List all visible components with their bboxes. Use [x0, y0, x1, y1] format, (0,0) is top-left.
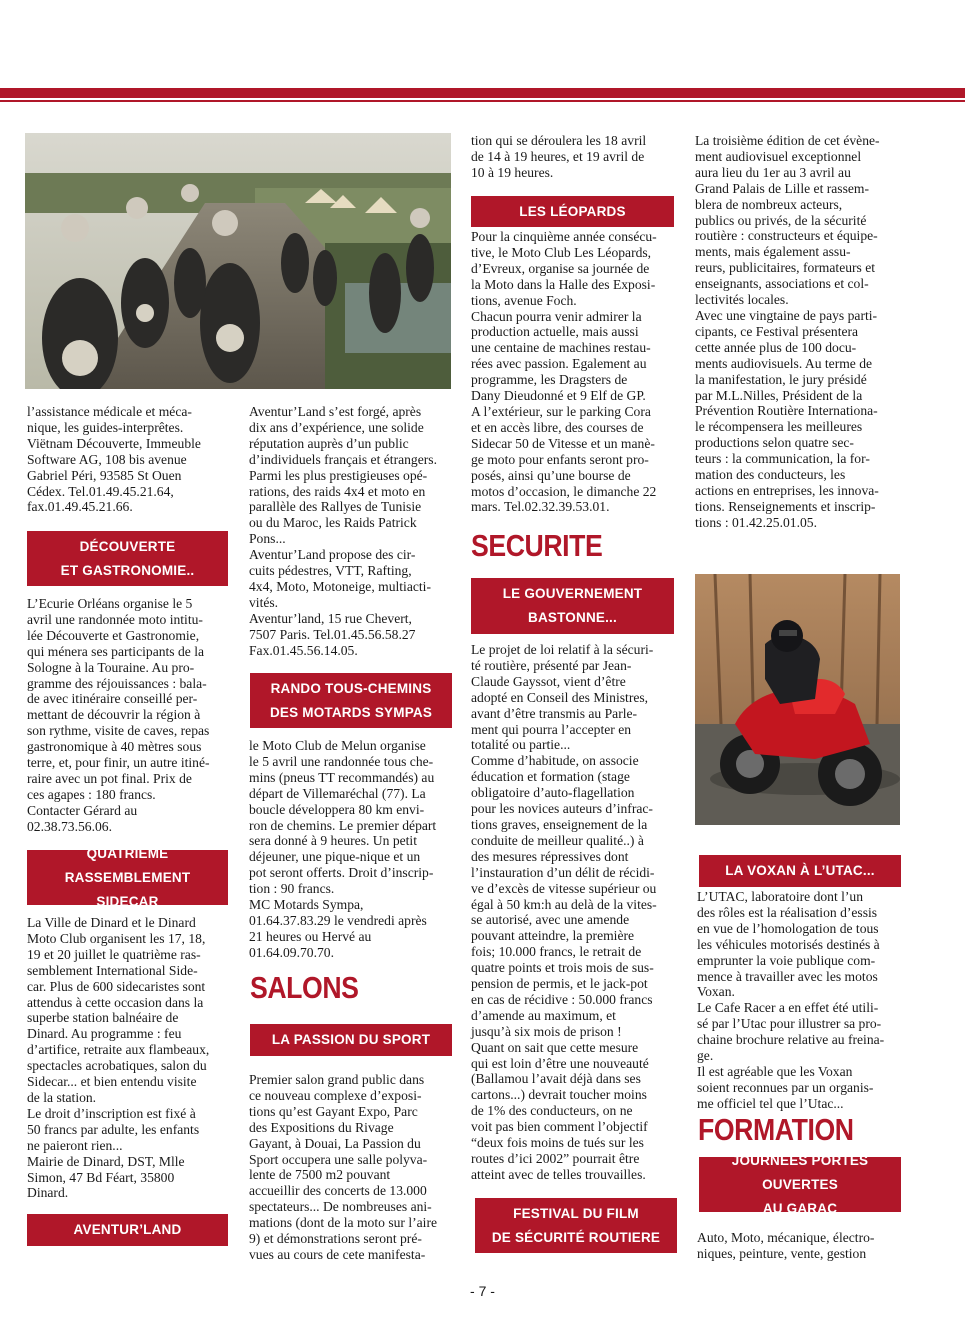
heading-rassemblement-sidecar: QUATRIEME RASSEMBLEMENT SIDECAR — [27, 850, 228, 905]
heading-aventurland: AVENTUR’LAND — [27, 1214, 228, 1246]
heading-gouvernement-bastonne: LE GOUVERNEMENT BASTONNE... — [471, 578, 674, 634]
text-aventurland: Aventur’Land s’est forgé, après dix ans d’expérience, une solide réputation auprès d’un public d’individuels français et étrangers. Parmi les plus prestigieuses opé- rations, des raids 4x4 et moto en parallèle des Rallyes de Tunisie ou du Maroc, les Raids Patrick Pons... Aventur’Land propose des cir- cuits pédestres, VTT, Rafting, 4x4, Moto, Motoneige, multiacti- vités. Aventur’land, 15 rue Chevert, 7507 Paris. Tel.01.45.56.58.27 Fax.01.45.56.14.05. — [249, 404, 437, 658]
heading-rando-tous-chemins: RANDO TOUS-CHEMINS DES MOTARDS SYMPAS — [250, 673, 452, 728]
heading-festival-du-film: FESTIVAL DU FILM DE SÉCURITÉ ROUTIERE — [475, 1198, 677, 1253]
heading-passion-du-sport: LA PASSION DU SPORT — [250, 1024, 452, 1056]
text-festival-du-film: La troisième édition de cet évène- ment audiovisuel exceptionnel aura lieu du 1er au 3 avril au Grand Palais de Lille et rassem- blera de nombreux acteurs, publics ou privés, de la sécurité routière : constructeurs et équipe- ments, mais également assu- reurs, publicitaires, formateurs et enseignants, associations et col- lectivités locales. Avec une vingtaine de pays parti- cipants, ce Festival présentera cette année plus de 100 docu- ments audiovisuels. Au terme de la manifestation, le jury présidé par M.L.Nilles, Président de la Prévention Routière Internationa- le récompensera les meilleures productions selon quatre sec- teurs : la communication, la for- mation des conducteurs, les actions en entreprises, les innova- tions. Renseignements et inscrip- tions : 01.42.25.01.05. — [695, 133, 880, 530]
text-decouverte-gastronomie: L’Ecurie Orléans organise le 5 avril une randonnée moto intitu- lée Découverte et Gastronomie, qui ménera ses participants de la Sologne à la Touraine. Au pro- gramme des réjouissances : bala- de avec itinéraire conseillé per- mettant de découvrir la région à son rythme, visite de caves, repas gastronomique à 40 mètres sous terre, et, pour finir, un autre itiné- raire avec un pot final. Prix de ces agapes : 180 francs. Contacter Gérard au 02.38.73.56.06. — [27, 596, 210, 834]
heading-journees-portes-ouvertes: JOURNÉES PORTES OUVERTES AU GARAC — [699, 1157, 901, 1212]
section-title-salons: SALONS — [250, 970, 359, 1005]
photo-voxan-motorcycle — [695, 574, 900, 825]
section-title-formation: FORMATION — [698, 1112, 854, 1147]
heading-voxan-utac: LA VOXAN À L’UTAC... — [699, 855, 901, 887]
text-rando-tous-chemins: le Moto Club de Melun organise le 5 avril une randonnée tous che- mins (pneus TT recommandés) au départ de Villemaréchal (77). La boucle développera 80 km envi- ron de chemins. Le premier départ sera donné à 9 heures. Un petit déjeuner, une pique-nique et un pot seront offerts. Droit d’inscrip- tion : 90 francs. MC Motards Sympa, 01.64.37.83.29 le vendredi après 21 heures ou Hervé au 01.64.09.70.70. — [249, 738, 437, 960]
text-voxan-utac: L’UTAC, laboratoire dont l’un des rôles est la réalisation d’essis en vue de l’homologation de tous les véhicules motorisés destinés à emprunter la voie publique com- mence à travailler avec les motos Voxan. Le Cafe Racer a en effet été utili- sé par l’Utac pour illustrer sa pro- chaine brochure relative au freina- ge. Il est agréable que les Voxan soient reconnues par un organis- me officiel tel que l’Utac... — [697, 889, 885, 1111]
text-journees-portes-ouvertes: Auto, Moto, mécanique, électro- niques, peinture, vente, gestion — [697, 1230, 875, 1261]
text-rassemblement-sidecar: La Ville de Dinard et le Dinard Moto Club organisent les 17, 18, 19 et 20 juillet le quatrième ras- semblement International Side- car. Plus de 600 sidecaristes sont attendus à cette occasion dans la superbe station balnéaire de Dinard. Au programme : feu d’artifice, retraite aux flambeaux, spectacles acrobatiques, salon du Sidecar... et bien entendu visite de la station. Le droit d’inscription est fixé à 50 francs par adulte, les enfants ne paieront rien... Mairie de Dinard, DST, Mlle Simon, 47 Bd Féart, 35800 Dinard. — [27, 915, 210, 1201]
text-gouvernement-bastonne: Le projet de loi relatif à la sécuri- té routière, présenté par Jean- Claude Gayssot, vient d’être adopté en Conseil des Ministres, avant d’être transmis au Parle- ment qui pourra l’accepter en totalité ou partie... Comme d’habitude, on associe éducation et formation (stage obligatoire d’auto-flagellation pour les novices auteurs d’infrac- tions graves, enseignement de la conduite de meilleur qualité..) à des mesures répressives dont l’instauration d’un délit de récidi- ve d’excès de vitesse supérieur ou égal à 50 km:h au delà de la vites- se autorisé, avec une amende pouvant atteindre, la première fois; 10.000 francs, le retrait de quatre points et trois mois de sus- pension de permis, et le jack-pot en cas de récidive : 50.000 francs d’amende au maximum, et jusqu’à six mois de prison ! Quant on sait que cette mesure qui est loin d’être une nouveauté (Ballamou l’avait déjà dans ses cartons...) devrait toucher moins de 1% des conducteurs, on ne voit pas bien comment l’objectif “deux fois moins de tués sur les routes d’ici 2002” pourrait être atteint avec de telles trouvailles. — [471, 642, 657, 1182]
top-rule-thin — [0, 100, 965, 102]
text-vietnam-contact: l’assistance médicale et méca- nique, les guides-interprêtes. Viëtnam Découverte, Immeuble Software AG, 108 bis avenue Gabriel Péri, 93585 St Ouen Cédex. Tel.01.49.45.21.64, fax.01.49.45.21.66. — [27, 404, 201, 515]
photo-motorcyclists — [25, 133, 451, 389]
text-les-leopards: Pour la cinquième année consécu- tive, le Moto Club Les Léopards, d’Evreux, organise sa journée de la Moto dans la Halle des Exposi- tions, avenue Foch. Chacun pourra venir admirer la production actuelle, mais aussi une centaine de machines restau- rées avec passion. Egalement au programme, les Dragsters de Dany Dieudonné et 9 Elf de GP. A l’extérieur, sur le parking Cora et en accès libre, des courses de Sidecar 50 de Vitesse et un manè- ge moto pour enfants seront pro- posés, ainsi qu’une bourse de motos d’occasion, le dimanche 22 mars. Tel.02.32.39.53.01. — [471, 229, 657, 515]
heading-les-leopards: LES LÉOPARDS — [471, 196, 674, 227]
page-number: - 7 - — [470, 1283, 495, 1299]
text-passion-du-sport: Premier salon grand public dans ce nouveau complexe d’exposi- tions qu’est Gayant Expo, Parc des Expositions du Rivage Gayant, à Douai, La Passion du Sport occupera une salle polyva- lente de 7500 m2 pouvant accueillir des concerts de 13.000 spectateurs... De nombreuses ani- mations (dont de la moto sur l’aire 9) et démonstrations seront pré- vues au cours de cete manifesta- — [249, 1072, 438, 1262]
text-passion-dates: tion qui se déroulera les 18 avril de 14 à 19 heures, et 19 avril de 10 à 19 heures. — [471, 133, 647, 180]
heading-decouverte-gastronomie: DÉCOUVERTE ET GASTRONOMIE.. — [27, 531, 228, 586]
section-title-securite: SECURITE — [471, 528, 603, 563]
top-rule — [0, 88, 965, 98]
